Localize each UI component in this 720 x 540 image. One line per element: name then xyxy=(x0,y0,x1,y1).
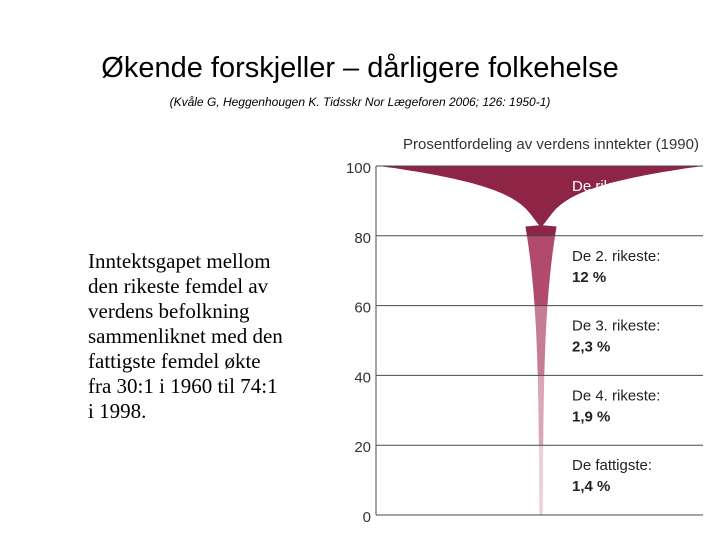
band-shape-2 xyxy=(527,236,555,306)
slide-title: Økende forskjeller – dårligere folkehelse xyxy=(101,52,619,84)
band-value-label: 1,4 % xyxy=(572,478,611,496)
band-shape-4 xyxy=(538,375,545,445)
y-tick-label: 60 xyxy=(354,299,371,317)
band-label: De 2. rikeste: xyxy=(572,247,661,265)
y-tick-label: 0 xyxy=(362,509,371,526)
y-tick-label: 100 xyxy=(345,160,371,177)
slide-body-text: Inntektsgapet mellom den rikeste femdel av verdens befolkning sammenliknet med den fattigste femdel økte fra 30:1 i 1960 til 74:1 i 1998. xyxy=(88,249,283,423)
band-shape-1 xyxy=(379,166,702,236)
slide-citation: (Kvåle G, Heggenhougen K. Tidsskr Nor Lægeforen 2006; 126: 1950-1) xyxy=(169,95,551,109)
band-value-label: 2,3 % xyxy=(572,338,611,356)
band-shape-5 xyxy=(539,445,543,515)
y-tick-label: 20 xyxy=(354,439,371,457)
band-label: De 3. rikeste: xyxy=(572,317,661,335)
band-value-label: 12 % xyxy=(572,268,607,286)
band-value-label: 1,9 % xyxy=(572,408,611,426)
y-tick-label: 40 xyxy=(354,369,371,387)
y-tick-label: 80 xyxy=(354,229,371,247)
band-value-label: 83 % xyxy=(572,199,607,216)
band-label: De rikeste: xyxy=(572,178,644,195)
band-shape-3 xyxy=(535,306,548,376)
band-label: De fattigste: xyxy=(572,457,653,475)
band-label: De 4. rikeste: xyxy=(572,387,661,405)
chart-title: Prosentfordeling av verdens inntekter (1990) xyxy=(402,136,699,153)
